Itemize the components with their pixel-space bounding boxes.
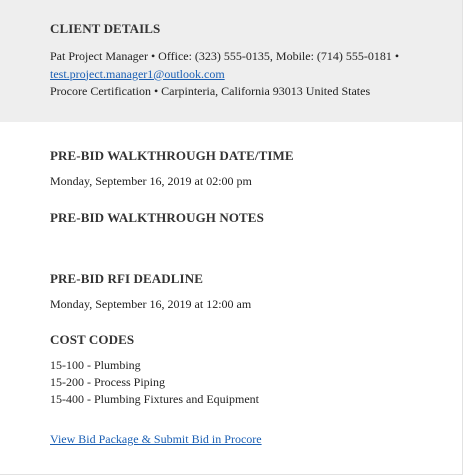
walkthrough-datetime: Monday, September 16, 2019 at 02:00 pm [50,174,252,188]
rfi-deadline-value: Monday, September 16, 2019 at 12:00 am [50,296,252,311]
walkthrough-heading: PRE-BID WALKTHROUGH DATE/TIME [50,148,294,163]
cost-code-item: 15-100 - Plumbing [50,358,141,372]
cost-code-item: 15-200 - Process Piping [50,375,165,389]
cost-codes-section [50,332,442,408]
client-email-link[interactable]: test.project.manager1@outlook.com [50,66,225,81]
rfi-deadline-heading: PRE-BID RFI DEADLINE [50,270,203,286]
rfi-deadline-section [50,271,442,314]
client-contact-text: Pat Project Manager • Office: (323) 555-0135, Mobile: (714) 555-0181 • [50,49,400,63]
walkthrough-notes-section [50,210,442,226]
bid-details [0,122,462,448]
client-company-line: Procore Certification • Carpinteria, California 93013 United States [50,84,371,98]
view-bid-package-link[interactable]: View Bid Package & Submit Bid in Procore [50,432,262,446]
cost-code-item: 15-400 - Plumbing Fixtures and Equipment [50,392,259,406]
cost-codes-heading: COST CODES [50,332,135,347]
client-details-panel [0,0,462,122]
walkthrough-notes-heading: PRE-BID WALKTHROUGH NOTES [50,209,264,225]
walkthrough-section [50,148,442,191]
client-contact-line [50,48,442,83]
client-details-heading: CLIENT DETAILS [50,21,161,36]
